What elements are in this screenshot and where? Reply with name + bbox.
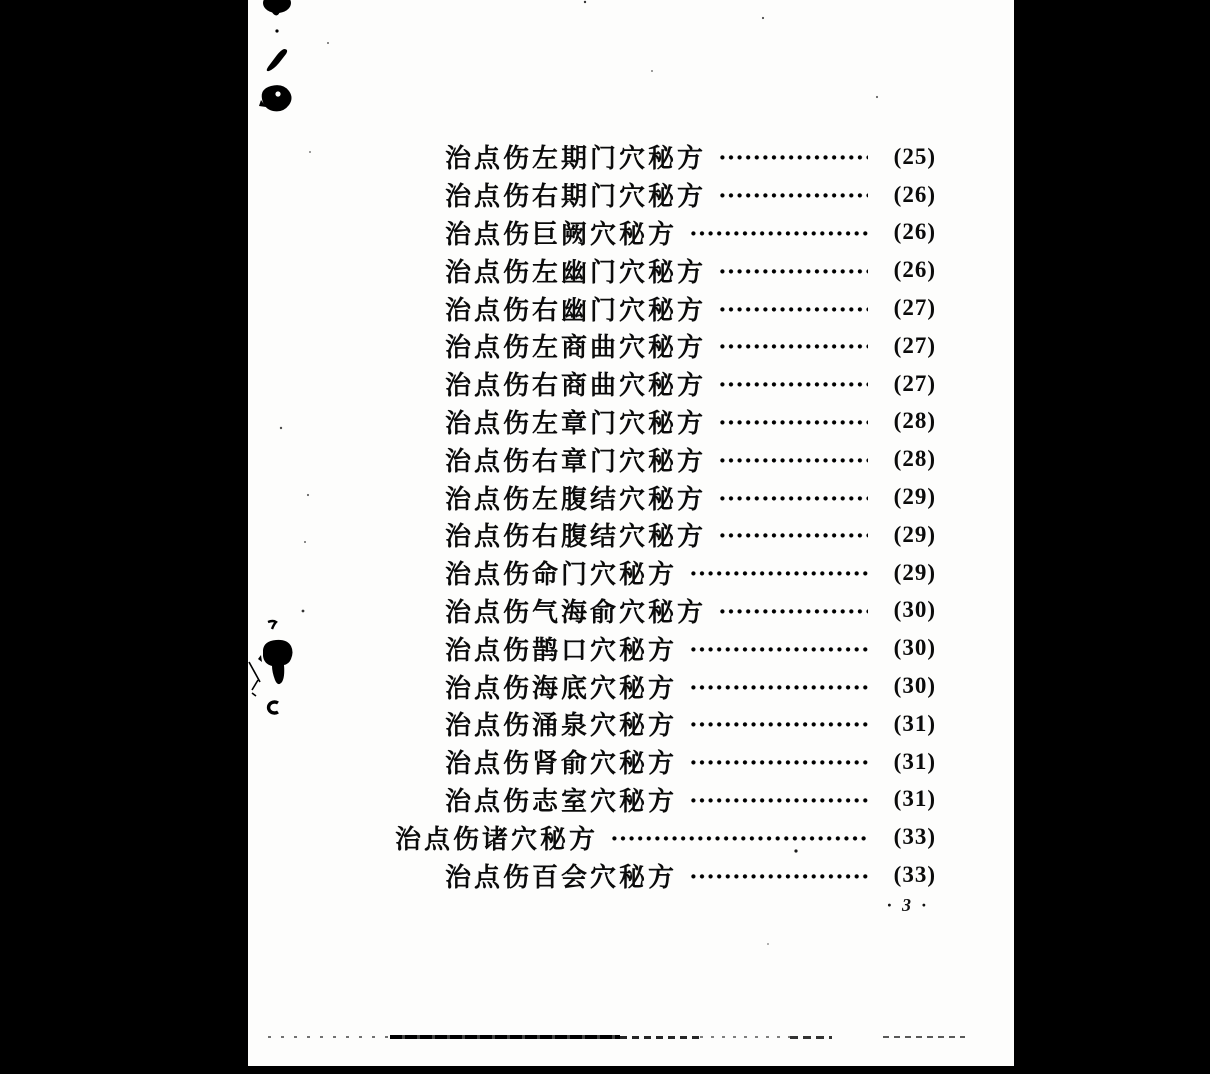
toc-entry-page: (27): [893, 332, 936, 358]
toc-entry-title: 治点伤气海俞穴秘方: [445, 597, 707, 627]
toc-entry: [395, 592, 936, 630]
toc-entry-page: (30): [893, 635, 936, 661]
toc-entry: [395, 667, 936, 705]
toc-entry-page: (31): [893, 710, 936, 736]
ink-stain-top: [263, 0, 291, 33]
toc-list: [395, 138, 936, 894]
dot-leader: [720, 458, 868, 463]
toc-entry: [395, 440, 936, 478]
toc-entry: [395, 743, 936, 781]
toc-entry-page: (33): [893, 862, 936, 888]
dot-leader: [691, 874, 868, 879]
toc-entry-title: 治点伤右商曲穴秘方: [445, 371, 707, 401]
page-number-footer: · 3 ·: [887, 895, 929, 915]
scan-streak-segment: [790, 1036, 832, 1039]
toc-entry-page: (31): [893, 748, 936, 774]
dot-leader: [691, 231, 868, 236]
toc-entry-title: 治点伤诸穴秘方: [395, 824, 599, 854]
toc-entry-page: (26): [893, 257, 936, 283]
toc-entry: [395, 516, 936, 554]
toc-entry-page: (31): [893, 786, 936, 812]
dot-leader: [720, 420, 868, 425]
dot-leader: [691, 571, 868, 576]
toc-entry-page: (29): [893, 484, 936, 510]
toc-entry-page: (26): [893, 219, 936, 245]
ink-swoosh-stain: [267, 49, 287, 71]
toc-entry: [395, 781, 936, 819]
toc-entry-page: (26): [893, 181, 936, 207]
toc-entry-title: 治点伤左期门穴秘方: [445, 144, 707, 174]
ink-donut-stain: [259, 85, 292, 111]
toc-entry-page: (30): [893, 597, 936, 623]
toc-entry-page: (25): [893, 143, 936, 169]
toc-entry-title: 治点伤右期门穴秘方: [445, 182, 707, 212]
dot-leader: [691, 722, 868, 727]
scan-streak-segment: [883, 1036, 965, 1038]
scan-streak-segment: [620, 1036, 700, 1039]
scan-streak-segment: [268, 1036, 390, 1038]
toc-entry-page: (28): [893, 408, 936, 434]
toc-entry-title: 治点伤巨阙穴秘方: [445, 219, 678, 249]
toc-entry-title: 治点伤命门穴秘方: [445, 560, 678, 590]
toc-entry-title: 治点伤右腹结穴秘方: [445, 522, 707, 552]
toc-entry-title: 治点伤鹊口穴秘方: [445, 635, 678, 665]
toc-entry-page: (27): [893, 295, 936, 321]
toc-entry-title: 治点伤涌泉穴秘方: [445, 711, 678, 741]
toc-entry: [395, 705, 936, 743]
toc-entry-title: 治点伤左章门穴秘方: [445, 408, 707, 438]
toc-entry: [395, 327, 936, 365]
dot-leader: [691, 685, 868, 690]
toc-entry: [395, 629, 936, 667]
toc-entry: [395, 818, 936, 856]
dot-leader: [720, 155, 868, 160]
toc-entry: [395, 214, 936, 252]
toc-entry-page: (29): [893, 521, 936, 547]
dot-leader: [720, 496, 868, 501]
toc-entry: [395, 856, 936, 894]
dot-leader: [720, 307, 868, 312]
toc-entry-title: 治点伤海底穴秘方: [445, 673, 678, 703]
toc-entry: [395, 403, 936, 441]
toc-entry: [395, 176, 936, 214]
toc-entry: [395, 554, 936, 592]
toc-entry-title: 治点伤左腹结穴秘方: [445, 484, 707, 514]
dot-leader: [612, 836, 868, 841]
dot-leader: [720, 533, 868, 538]
dot-leader: [691, 798, 868, 803]
toc-entry-title: 治点伤肾俞穴秘方: [445, 749, 678, 779]
dot-leader: [720, 609, 868, 614]
toc-entry: [395, 138, 936, 176]
scan-streak-segment: [700, 1036, 790, 1038]
toc-entry-page: (29): [893, 559, 936, 585]
toc-entry: [395, 289, 936, 327]
dot-leader: [720, 193, 868, 198]
ink-seven-mark: [268, 621, 276, 629]
toc-entry-page: (33): [893, 824, 936, 850]
scan-streak-segment: [390, 1035, 620, 1039]
ink-blob-stain: [258, 640, 293, 684]
dot-leader: [691, 760, 868, 765]
dot-leader: [720, 269, 868, 274]
toc-entry: [395, 251, 936, 289]
toc-entry-page: (30): [893, 673, 936, 699]
toc-entry-title: 治点伤右章门穴秘方: [445, 446, 707, 476]
toc-entry-title: 治点伤志室穴秘方: [445, 786, 678, 816]
toc-entry-title: 治点伤右幽门穴秘方: [445, 295, 707, 325]
toc-entry-title: 治点伤百会穴秘方: [445, 862, 678, 892]
toc-entry-page: (27): [893, 370, 936, 396]
book-page: [248, 0, 1014, 1066]
ink-hook-mark: [269, 702, 278, 713]
toc-entry-title: 治点伤左幽门穴秘方: [445, 257, 707, 287]
scratch-marks: [249, 662, 260, 696]
scan-streak-line: [248, 1034, 1014, 1042]
dot-leader: [720, 344, 868, 349]
dot-leader: [720, 382, 868, 387]
toc-entry-page: (28): [893, 446, 936, 472]
toc-entry-title: 治点伤左商曲穴秘方: [445, 333, 707, 363]
dot-leader: [691, 647, 868, 652]
toc-entry: [395, 365, 936, 403]
toc-entry: [395, 478, 936, 516]
